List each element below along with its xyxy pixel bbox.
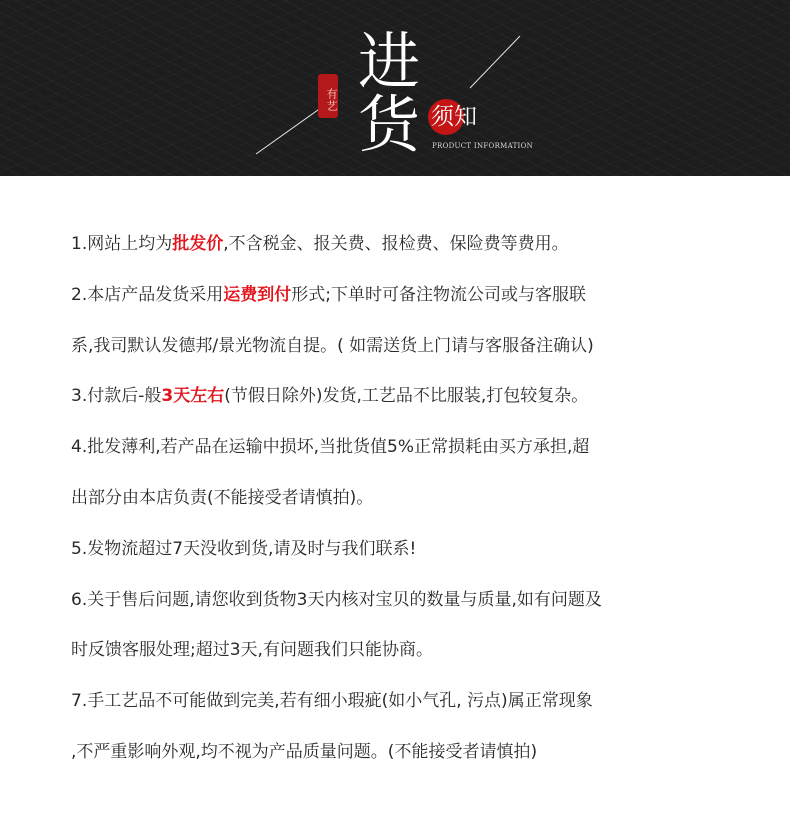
notice-line-8: 6.关于售后问题,请您收到货物3天内核对宝贝的数量与质量,如有问题及: [71, 589, 602, 610]
notice-list: [71, 232, 711, 791]
header-banner: [0, 0, 790, 176]
notice-line-4: 3.付款后-般3天左右(节假日除外)发货,工艺品不比服装,打包较复杂。: [71, 386, 589, 407]
right-diagonal-line: [470, 36, 520, 88]
notice-line-1: 1.网站上均为批发价,不含税金、报关费、报检费、保险费等费用。: [71, 234, 569, 254]
seal-stamp: 有艺: [318, 74, 338, 118]
subtitle: 须知: [431, 104, 477, 130]
notice-line-11: ,不严重影响外观,均不视为产品质量问题。(不能接受者请慎拍): [71, 741, 538, 762]
notice-line-5: 4.批发薄利,若产品在运输中损坏,当批货值5%正常损耗由买方承担,超: [71, 437, 590, 458]
notice-line-3: 系,我司默认发德邦/景光物流自提。( 如需送货上门请与客服备注确认): [71, 335, 594, 356]
notice-line-7: 5.发物流超过7天没收到货,请及时与我们联系!: [71, 538, 417, 559]
title-char-1: 进: [358, 25, 421, 98]
notice-line-10: 7.手工艺品不可能做到完美,若有细小瑕疵(如小气孔, 污点)属正常现象: [71, 691, 593, 712]
notice-line-6: 出部分由本店负责(不能接受者请慎拍)。: [71, 487, 374, 508]
subtitle-en: PRODUCT INFORMATION: [432, 142, 534, 150]
title-char-2: 货: [358, 88, 421, 161]
notice-line-2: 2.本店产品发货采用运费到付形式;下单时可备注物流公司或与客服联: [71, 284, 586, 305]
notice-line-9: 时反馈客服处理;超过3天,有问题我们只能协商。: [71, 640, 433, 661]
